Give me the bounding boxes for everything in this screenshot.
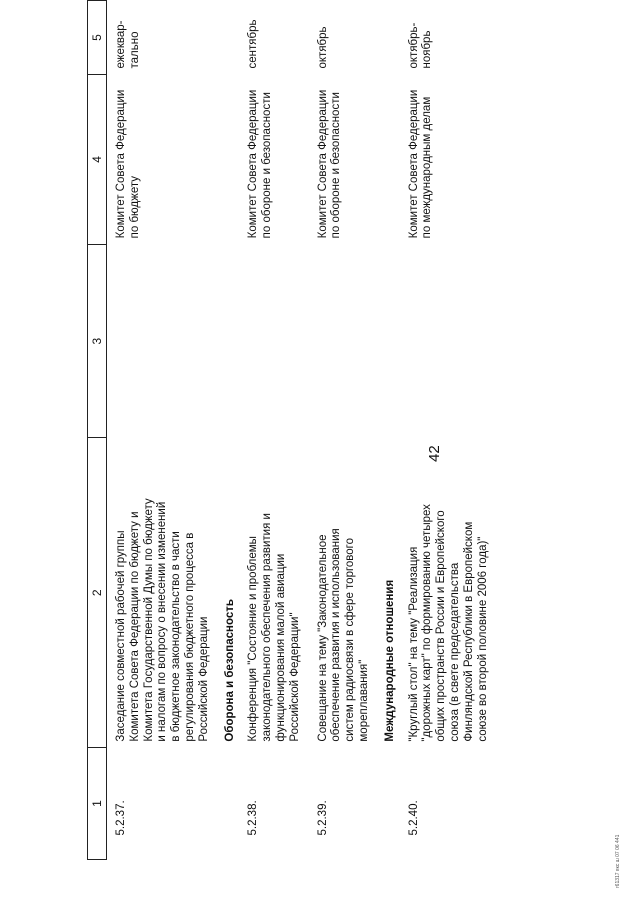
empty-cell: [309, 244, 378, 438]
time-period: сентябрь: [247, 19, 260, 69]
table-row: [239, 1, 308, 860]
item-number: 5.2.39.: [316, 800, 329, 836]
column-header: 4: [88, 75, 107, 245]
event-description: Совещание на тему "Законодательное обеспечение развития и использования систем радиосвязи в сфере торгового мореплавания": [316, 528, 370, 742]
table-row: [309, 1, 378, 860]
page-number: 42: [426, 445, 443, 462]
column-header: 1: [88, 748, 107, 860]
section-row: [378, 1, 400, 860]
empty-cell: [239, 244, 308, 438]
table-row: [400, 1, 497, 860]
item-number: 5.2.38.: [247, 800, 260, 836]
time-period: октябрь: [316, 26, 329, 69]
section-title: Международные отношения: [383, 579, 396, 742]
responsible-committee: Комитет Совета Федерации по обороне и безопасности: [316, 89, 343, 239]
plan-table: [87, 0, 496, 860]
section-row: [218, 1, 240, 860]
responsible-committee: Комитет Совета Федерации по бюджету: [115, 89, 141, 239]
item-number: 5.2.40.: [407, 800, 420, 836]
column-header: 5: [88, 1, 107, 75]
table-row: [107, 1, 218, 860]
footer-code: r61317 вкс ш 07 06 441: [615, 834, 621, 888]
time-period: октябрь- ноябрь: [407, 22, 434, 69]
responsible-committee: Комитет Совета Федерации по международным делам: [407, 89, 434, 239]
empty-cell: [400, 244, 497, 438]
section-title: Оборона и безопасность: [223, 599, 236, 742]
column-header: 3: [88, 244, 107, 438]
time-period: ежеквар- тально: [115, 20, 141, 69]
event-description: Конференция "Состояние и проблемы законодательного обеспечения развития и функционирования малой авиации Российской Федерации": [247, 513, 301, 742]
column-header: 2: [88, 438, 107, 748]
event-description: Заседание совместной рабочей группы Комитета Совета Федерации по бюджету и Комитета Государственной Думы по бюджету и налогам по вопросу о внесении изменений в бюджетное законодательство в части регулирования бюджетного процесса в Российской Федерации: [115, 498, 210, 742]
empty-cell: [107, 244, 218, 438]
responsible-committee: Комитет Совета Федерации по обороне и безопасности: [247, 89, 274, 239]
item-number: 5.2.37.: [115, 800, 127, 836]
table-header-row: [88, 1, 107, 860]
event-description: "Круглый стол" на тему "Реализация "дорожных карт" по формированию четырех общих пространств России и Европейского союза (в свете председательства Финляндской Республики в Европейском союзе во второй половине 2006 года)": [407, 504, 489, 742]
